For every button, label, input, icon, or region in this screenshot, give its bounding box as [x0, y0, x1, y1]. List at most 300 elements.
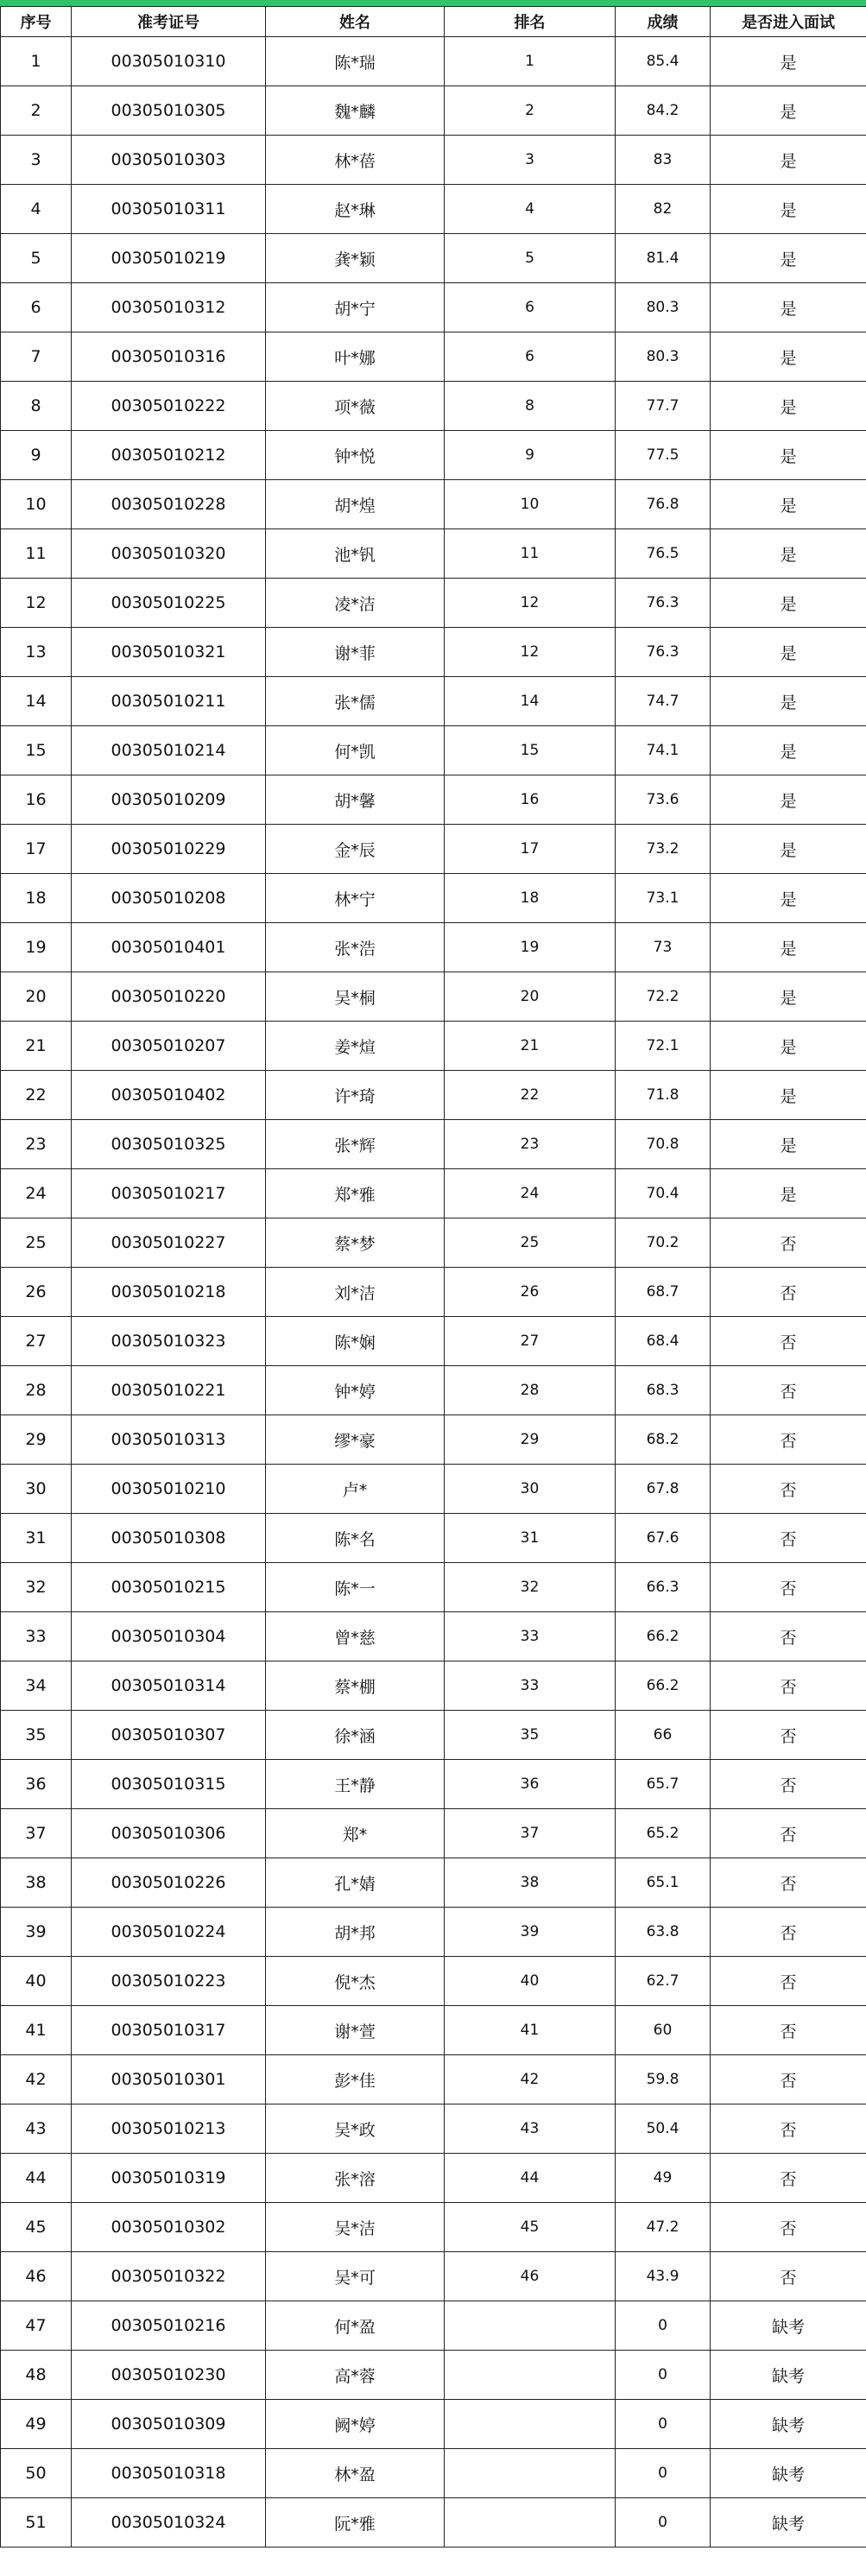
cell-name: 魏*麟	[266, 86, 445, 136]
table-row	[1, 1563, 866, 1612]
cell-rank: 29	[445, 1415, 616, 1465]
cell-serial: 42	[1, 2055, 72, 2104]
cell-interview: 否	[711, 1957, 866, 2006]
cell-interview: 是	[711, 332, 866, 382]
cell-exam-id: 00305010224	[72, 1908, 266, 1957]
cell-name: 何*盈	[266, 2301, 445, 2351]
cell-exam-id: 00305010308	[72, 1514, 266, 1563]
header-interview: 是否进入面试	[711, 7, 866, 37]
cell-score: 65.2	[616, 1809, 711, 1858]
table-row	[1, 1366, 866, 1415]
cell-score: 68.4	[616, 1317, 711, 1366]
cell-exam-id: 00305010304	[72, 1612, 266, 1661]
cell-score: 76.3	[616, 628, 711, 677]
cell-interview: 是	[711, 923, 866, 972]
cell-interview: 缺考	[711, 2498, 866, 2548]
cell-score: 73.2	[616, 825, 711, 874]
cell-exam-id: 00305010218	[72, 1268, 266, 1317]
table-row	[1, 1169, 866, 1218]
cell-serial: 45	[1, 2203, 72, 2252]
cell-score: 72.2	[616, 972, 711, 1022]
cell-exam-id: 00305010210	[72, 1465, 266, 1514]
cell-interview: 是	[711, 1169, 866, 1218]
cell-rank	[445, 2400, 616, 2449]
cell-name: 高*蓉	[266, 2351, 445, 2400]
cell-score: 80.3	[616, 332, 711, 382]
cell-interview: 是	[711, 579, 866, 628]
cell-exam-id: 00305010209	[72, 775, 266, 825]
cell-rank: 18	[445, 874, 616, 923]
cell-score: 70.4	[616, 1169, 711, 1218]
cell-serial: 10	[1, 480, 72, 529]
table-row	[1, 86, 866, 136]
cell-name: 蔡*棚	[266, 1661, 445, 1711]
table-row	[1, 1858, 866, 1908]
cell-rank: 11	[445, 529, 616, 579]
cell-serial: 48	[1, 2351, 72, 2400]
table-row	[1, 775, 866, 825]
cell-exam-id: 00305010228	[72, 480, 266, 529]
cell-score: 76.3	[616, 579, 711, 628]
cell-serial: 2	[1, 86, 72, 136]
table-row	[1, 480, 866, 529]
header-name: 姓名	[266, 7, 445, 37]
cell-interview: 否	[711, 1661, 866, 1711]
cell-interview: 是	[711, 1120, 866, 1169]
cell-rank: 23	[445, 1120, 616, 1169]
cell-rank: 40	[445, 1957, 616, 2006]
cell-exam-id: 00305010320	[72, 529, 266, 579]
cell-exam-id: 00305010319	[72, 2154, 266, 2203]
cell-rank: 26	[445, 1268, 616, 1317]
cell-name: 林*宁	[266, 874, 445, 923]
cell-name: 倪*杰	[266, 1957, 445, 2006]
cell-score: 74.1	[616, 726, 711, 775]
cell-name: 陈*瑞	[266, 37, 445, 86]
cell-name: 许*琦	[266, 1071, 445, 1120]
cell-exam-id: 00305010229	[72, 825, 266, 874]
cell-interview: 否	[711, 1760, 866, 1809]
cell-serial: 46	[1, 2252, 72, 2301]
cell-score: 71.8	[616, 1071, 711, 1120]
cell-rank: 36	[445, 1760, 616, 1809]
cell-serial: 14	[1, 677, 72, 726]
table-row	[1, 431, 866, 480]
cell-interview: 否	[711, 1711, 866, 1760]
cell-score: 67.8	[616, 1465, 711, 1514]
cell-serial: 16	[1, 775, 72, 825]
cell-interview: 否	[711, 2006, 866, 2055]
cell-name: 何*凯	[266, 726, 445, 775]
table-row	[1, 1022, 866, 1071]
cell-name: 曾*慈	[266, 1612, 445, 1661]
cell-rank: 41	[445, 2006, 616, 2055]
cell-rank: 25	[445, 1218, 616, 1268]
table-row	[1, 2301, 866, 2351]
cell-interview: 是	[711, 37, 866, 86]
cell-score: 66.3	[616, 1563, 711, 1612]
table-body	[1, 37, 866, 2548]
cell-exam-id: 00305010323	[72, 1317, 266, 1366]
cell-exam-id: 00305010214	[72, 726, 266, 775]
table-row	[1, 2252, 866, 2301]
cell-score: 66.2	[616, 1661, 711, 1711]
cell-serial: 34	[1, 1661, 72, 1711]
cell-serial: 18	[1, 874, 72, 923]
table-row	[1, 2203, 866, 2252]
cell-rank: 12	[445, 628, 616, 677]
cell-serial: 41	[1, 2006, 72, 2055]
cell-name: 吴*可	[266, 2252, 445, 2301]
cell-serial: 7	[1, 332, 72, 382]
cell-name: 林*蓓	[266, 136, 445, 185]
cell-rank: 35	[445, 1711, 616, 1760]
table-row	[1, 382, 866, 431]
cell-exam-id: 00305010227	[72, 1218, 266, 1268]
cell-serial: 20	[1, 972, 72, 1022]
table-row	[1, 37, 866, 86]
cell-serial: 3	[1, 136, 72, 185]
cell-serial: 49	[1, 2400, 72, 2449]
header-serial: 序号	[1, 7, 72, 37]
cell-serial: 9	[1, 431, 72, 480]
cell-score: 65.1	[616, 1858, 711, 1908]
header-exam-id: 准考证号	[72, 7, 266, 37]
cell-score: 74.7	[616, 677, 711, 726]
cell-interview: 否	[711, 1858, 866, 1908]
cell-exam-id: 00305010217	[72, 1169, 266, 1218]
cell-serial: 24	[1, 1169, 72, 1218]
cell-rank: 43	[445, 2104, 616, 2154]
cell-name: 陈*一	[266, 1563, 445, 1612]
cell-exam-id: 00305010316	[72, 332, 266, 382]
cell-serial: 19	[1, 923, 72, 972]
cell-name: 胡*宁	[266, 283, 445, 332]
cell-serial: 50	[1, 2449, 72, 2498]
cell-rank: 33	[445, 1661, 616, 1711]
cell-rank: 15	[445, 726, 616, 775]
cell-rank	[445, 2351, 616, 2400]
cell-interview: 缺考	[711, 2351, 866, 2400]
cell-score: 82	[616, 185, 711, 234]
table-row	[1, 726, 866, 775]
table-row	[1, 1514, 866, 1563]
cell-rank: 27	[445, 1317, 616, 1366]
cell-name: 项*薇	[266, 382, 445, 431]
cell-score: 81.4	[616, 234, 711, 283]
table-row	[1, 579, 866, 628]
cell-score: 68.3	[616, 1366, 711, 1415]
table-header	[1, 7, 866, 37]
cell-score: 0	[616, 2301, 711, 2351]
header-score: 成绩	[616, 7, 711, 37]
cell-score: 77.5	[616, 431, 711, 480]
table-row	[1, 332, 866, 382]
cell-serial: 35	[1, 1711, 72, 1760]
cell-score: 73	[616, 923, 711, 972]
cell-rank: 19	[445, 923, 616, 972]
cell-score: 0	[616, 2498, 711, 2548]
cell-name: 叶*娜	[266, 332, 445, 382]
cell-exam-id: 00305010213	[72, 2104, 266, 2154]
cell-serial: 13	[1, 628, 72, 677]
table-row	[1, 2154, 866, 2203]
cell-score: 76.8	[616, 480, 711, 529]
table-row	[1, 2351, 866, 2400]
cell-exam-id: 00305010325	[72, 1120, 266, 1169]
cell-rank	[445, 2498, 616, 2548]
cell-score: 66.2	[616, 1612, 711, 1661]
cell-name: 金*辰	[266, 825, 445, 874]
cell-score: 85.4	[616, 37, 711, 86]
cell-exam-id: 00305010221	[72, 1366, 266, 1415]
cell-exam-id: 00305010301	[72, 2055, 266, 2104]
cell-exam-id: 00305010211	[72, 677, 266, 726]
cell-rank	[445, 2301, 616, 2351]
cell-interview: 否	[711, 1366, 866, 1415]
cell-serial: 47	[1, 2301, 72, 2351]
cell-serial: 51	[1, 2498, 72, 2548]
cell-interview: 是	[711, 775, 866, 825]
cell-exam-id: 00305010230	[72, 2351, 266, 2400]
cell-name: 吴*洁	[266, 2203, 445, 2252]
cell-serial: 43	[1, 2104, 72, 2154]
cell-rank: 28	[445, 1366, 616, 1415]
cell-exam-id: 00305010212	[72, 431, 266, 480]
cell-score: 50.4	[616, 2104, 711, 2154]
cell-score: 59.8	[616, 2055, 711, 2104]
table-row	[1, 1661, 866, 1711]
cell-interview: 缺考	[711, 2449, 866, 2498]
cell-name: 胡*煌	[266, 480, 445, 529]
cell-name: 王*静	[266, 1760, 445, 1809]
cell-interview: 否	[711, 2252, 866, 2301]
cell-rank: 2	[445, 86, 616, 136]
cell-interview: 否	[711, 2055, 866, 2104]
cell-exam-id: 00305010208	[72, 874, 266, 923]
cell-rank: 45	[445, 2203, 616, 2252]
cell-interview: 缺考	[711, 2301, 866, 2351]
cell-exam-id: 00305010322	[72, 2252, 266, 2301]
cell-exam-id: 00305010402	[72, 1071, 266, 1120]
table-row	[1, 2400, 866, 2449]
table-row	[1, 628, 866, 677]
cell-interview: 是	[711, 86, 866, 136]
cell-name: 胡*馨	[266, 775, 445, 825]
cell-name: 郑*	[266, 1809, 445, 1858]
cell-interview: 否	[711, 1612, 866, 1661]
cell-name: 龚*颖	[266, 234, 445, 283]
cell-rank: 10	[445, 480, 616, 529]
cell-interview: 否	[711, 1563, 866, 1612]
cell-name: 钟*悦	[266, 431, 445, 480]
cell-serial: 5	[1, 234, 72, 283]
cell-interview: 否	[711, 2203, 866, 2252]
cell-rank: 5	[445, 234, 616, 283]
cell-name: 缪*豪	[266, 1415, 445, 1465]
table-row	[1, 136, 866, 185]
cell-exam-id: 00305010207	[72, 1022, 266, 1071]
table-row	[1, 1957, 866, 2006]
cell-score: 73.1	[616, 874, 711, 923]
cell-name: 胡*邦	[266, 1908, 445, 1957]
cell-name: 赵*琳	[266, 185, 445, 234]
cell-name: 卢*	[266, 1465, 445, 1514]
cell-rank: 21	[445, 1022, 616, 1071]
cell-interview: 是	[711, 677, 866, 726]
cell-interview: 是	[711, 529, 866, 579]
table-row	[1, 923, 866, 972]
cell-name: 陈*名	[266, 1514, 445, 1563]
cell-rank: 6	[445, 283, 616, 332]
cell-rank: 38	[445, 1858, 616, 1908]
cell-exam-id: 00305010215	[72, 1563, 266, 1612]
cell-rank: 30	[445, 1465, 616, 1514]
cell-exam-id: 00305010306	[72, 1809, 266, 1858]
cell-name: 吴*政	[266, 2104, 445, 2154]
cell-score: 68.7	[616, 1268, 711, 1317]
cell-serial: 29	[1, 1415, 72, 1465]
cell-exam-id: 00305010220	[72, 972, 266, 1022]
cell-rank: 37	[445, 1809, 616, 1858]
cell-exam-id: 00305010401	[72, 923, 266, 972]
cell-rank: 4	[445, 185, 616, 234]
cell-name: 姜*煊	[266, 1022, 445, 1071]
cell-rank: 24	[445, 1169, 616, 1218]
cell-exam-id: 00305010305	[72, 86, 266, 136]
cell-exam-id: 00305010222	[72, 382, 266, 431]
cell-exam-id: 00305010313	[72, 1415, 266, 1465]
cell-serial: 38	[1, 1858, 72, 1908]
results-table	[0, 6, 866, 2548]
cell-serial: 30	[1, 1465, 72, 1514]
cell-interview: 否	[711, 1514, 866, 1563]
cell-score: 60	[616, 2006, 711, 2055]
table-row	[1, 2055, 866, 2104]
cell-score: 0	[616, 2400, 711, 2449]
cell-serial: 22	[1, 1071, 72, 1120]
cell-score: 70.2	[616, 1218, 711, 1268]
cell-serial: 28	[1, 1366, 72, 1415]
cell-serial: 37	[1, 1809, 72, 1858]
cell-name: 张*辉	[266, 1120, 445, 1169]
cell-interview: 是	[711, 136, 866, 185]
table-row	[1, 1317, 866, 1366]
cell-score: 47.2	[616, 2203, 711, 2252]
cell-interview: 否	[711, 1268, 866, 1317]
cell-interview: 是	[711, 874, 866, 923]
cell-serial: 40	[1, 1957, 72, 2006]
cell-score: 72.1	[616, 1022, 711, 1071]
cell-score: 43.9	[616, 2252, 711, 2301]
cell-rank: 8	[445, 382, 616, 431]
cell-exam-id: 00305010225	[72, 579, 266, 628]
cell-score: 0	[616, 2351, 711, 2400]
cell-exam-id: 00305010303	[72, 136, 266, 185]
cell-score: 70.8	[616, 1120, 711, 1169]
table-row	[1, 2498, 866, 2548]
cell-rank: 6	[445, 332, 616, 382]
table-row	[1, 1218, 866, 1268]
cell-serial: 39	[1, 1908, 72, 1957]
table-row	[1, 1071, 866, 1120]
cell-name: 吴*桐	[266, 972, 445, 1022]
table-row	[1, 1908, 866, 1957]
cell-interview: 否	[711, 1317, 866, 1366]
table-row	[1, 677, 866, 726]
cell-score: 77.7	[616, 382, 711, 431]
cell-exam-id: 00305010307	[72, 1711, 266, 1760]
header-row	[1, 7, 866, 37]
cell-rank: 14	[445, 677, 616, 726]
cell-serial: 36	[1, 1760, 72, 1809]
cell-interview: 是	[711, 825, 866, 874]
cell-serial: 12	[1, 579, 72, 628]
cell-rank: 32	[445, 1563, 616, 1612]
cell-score: 66	[616, 1711, 711, 1760]
cell-exam-id: 00305010318	[72, 2449, 266, 2498]
table-row	[1, 529, 866, 579]
cell-exam-id: 00305010216	[72, 2301, 266, 2351]
table-row	[1, 2449, 866, 2498]
cell-serial: 17	[1, 825, 72, 874]
cell-score: 62.7	[616, 1957, 711, 2006]
cell-rank: 44	[445, 2154, 616, 2203]
cell-exam-id: 00305010309	[72, 2400, 266, 2449]
cell-serial: 44	[1, 2154, 72, 2203]
cell-name: 张*儒	[266, 677, 445, 726]
table-row	[1, 234, 866, 283]
cell-rank: 33	[445, 1612, 616, 1661]
cell-serial: 21	[1, 1022, 72, 1071]
cell-serial: 23	[1, 1120, 72, 1169]
cell-rank: 20	[445, 972, 616, 1022]
cell-score: 63.8	[616, 1908, 711, 1957]
cell-name: 林*盈	[266, 2449, 445, 2498]
cell-name: 谢*菲	[266, 628, 445, 677]
cell-serial: 26	[1, 1268, 72, 1317]
cell-rank: 1	[445, 37, 616, 86]
cell-name: 阮*雅	[266, 2498, 445, 2548]
cell-interview: 否	[711, 1908, 866, 1957]
accent-top-bar	[0, 0, 866, 6]
cell-interview: 是	[711, 628, 866, 677]
cell-interview: 否	[711, 1415, 866, 1465]
cell-exam-id: 00305010321	[72, 628, 266, 677]
cell-rank: 42	[445, 2055, 616, 2104]
table-row	[1, 1809, 866, 1858]
cell-interview: 是	[711, 1071, 866, 1120]
cell-name: 彭*佳	[266, 2055, 445, 2104]
cell-interview: 否	[711, 1465, 866, 1514]
cell-interview: 是	[711, 382, 866, 431]
cell-interview: 是	[711, 234, 866, 283]
cell-name: 阙*婷	[266, 2400, 445, 2449]
cell-name: 谢*萱	[266, 2006, 445, 2055]
cell-serial: 27	[1, 1317, 72, 1366]
cell-score: 68.2	[616, 1415, 711, 1465]
cell-exam-id: 00305010223	[72, 1957, 266, 2006]
cell-serial: 25	[1, 1218, 72, 1268]
table-row	[1, 874, 866, 923]
table-row	[1, 1415, 866, 1465]
cell-rank: 3	[445, 136, 616, 185]
cell-exam-id: 00305010226	[72, 1858, 266, 1908]
cell-interview: 否	[711, 2154, 866, 2203]
cell-interview: 否	[711, 1218, 866, 1268]
cell-serial: 8	[1, 382, 72, 431]
cell-serial: 33	[1, 1612, 72, 1661]
